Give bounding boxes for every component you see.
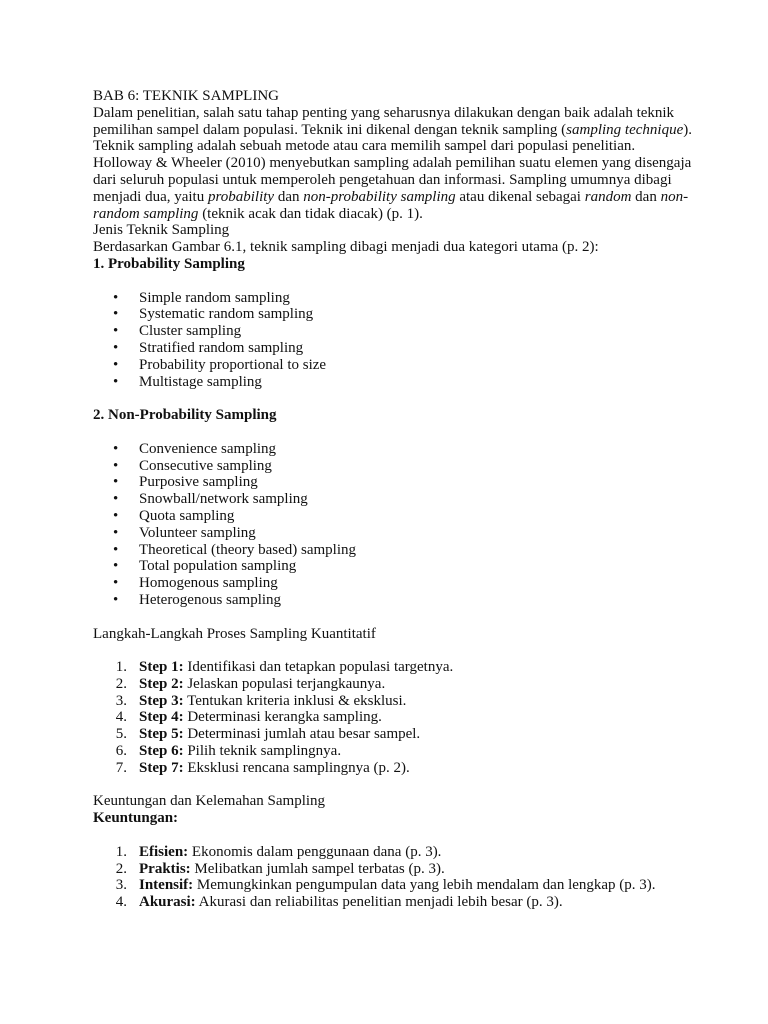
list-item: 1. Step 1: Identifikasi dan tetapkan populasi targetnya. [115,659,454,676]
list-item: • Volunteer sampling [93,525,693,542]
list-item: 3. Step 3: Tentukan kriteria inklusi & eksklusi. [115,692,407,709]
jenis-heading: Jenis Teknik Sampling [93,222,230,239]
list-item: 2. Step 2: Jelaskan populasi terjangkaunya. [115,675,386,692]
advantages-list [93,844,693,911]
non-probability-heading: 2. Non-Probability Sampling [93,407,277,424]
non-probability-list [93,441,693,609]
list-item: • Multistage sampling [93,374,693,391]
list-item: • Heterogenous sampling [93,592,693,609]
intro-paragraph: Dalam penelitian, salah satu tahap penting yang seharusnya dilakukan dengan baik adalah teknik pemilihan sampel dalam populasi. Teknik ini dikenal dengan teknik sampling (sampling technique). Teknik sampling adalah sebuah metode atau cara memilih sampel dari populasi penelitian. Holloway & Wheeler (2010) menyebutkan sampling adalah pemilihan suatu elemen yang disengaja dari seluruh populasi untuk memperoleh pengetahuan dan informasi. Sampling umumnya dibagi menjadi dua, yaitu probability dan non-probability sampling atau dikenal sebagai random dan non-random sampling (teknik acak dan tidak diacak) (p. 1). [93,104,692,222]
list-item: • Homogenous sampling [93,575,693,592]
list-item: • Snowball/network sampling [93,491,693,508]
list-item: • Consecutive sampling [93,458,693,475]
list-item: • Systematic random sampling [93,306,693,323]
list-item: 6. Step 6: Pilih teknik samplingnya. [115,743,342,760]
list-item: 4. Step 4: Determinasi kerangka sampling. [115,709,382,726]
list-item: 4. Akurasi: Akurasi dan reliabilitas penelitian menjadi lebih besar (p. 3). [115,894,563,911]
list-item: • Purposive sampling [93,474,693,491]
list-item: • Cluster sampling [93,323,693,340]
list-item: 7. Step 7: Eksklusi rencana samplingnya (p. 2). [115,759,410,776]
list-item: 3. Intensif: Memungkinkan pengumpulan data yang lebih mendalam dan lengkap (p. 3). [115,877,656,894]
document-title: BAB 6: TEKNIK SAMPLING [93,88,279,104]
probability-heading: 1. Probability Sampling [93,255,245,272]
list-item: • Total population sampling [93,558,693,575]
pros-cons-heading: Keuntungan dan Kelemahan Sampling [93,793,326,810]
list-item: • Theoretical (theory based) sampling [93,542,693,559]
steps-heading: Langkah-Langkah Proses Sampling Kuantitatif [93,625,376,642]
list-item: • Stratified random sampling [93,340,693,357]
list-item: • Quota sampling [93,508,693,525]
list-item: • Convenience sampling [93,441,693,458]
advantages-heading: Keuntungan: [93,810,179,827]
probability-list [93,290,693,391]
steps-list [93,659,693,777]
list-item: • Simple random sampling [93,290,693,307]
list-item: 1. Efisien: Ekonomis dalam penggunaan dana (p. 3). [115,843,442,860]
document-page [93,88,693,911]
jenis-text: Berdasarkan Gambar 6.1, teknik sampling dibagi menjadi dua kategori utama (p. 2): [93,239,599,256]
list-item: 5. Step 5: Determinasi jumlah atau besar sampel. [115,726,421,743]
list-item: 2. Praktis: Melibatkan jumlah sampel terbatas (p. 3). [115,860,445,877]
list-item: • Probability proportional to size [93,357,693,374]
